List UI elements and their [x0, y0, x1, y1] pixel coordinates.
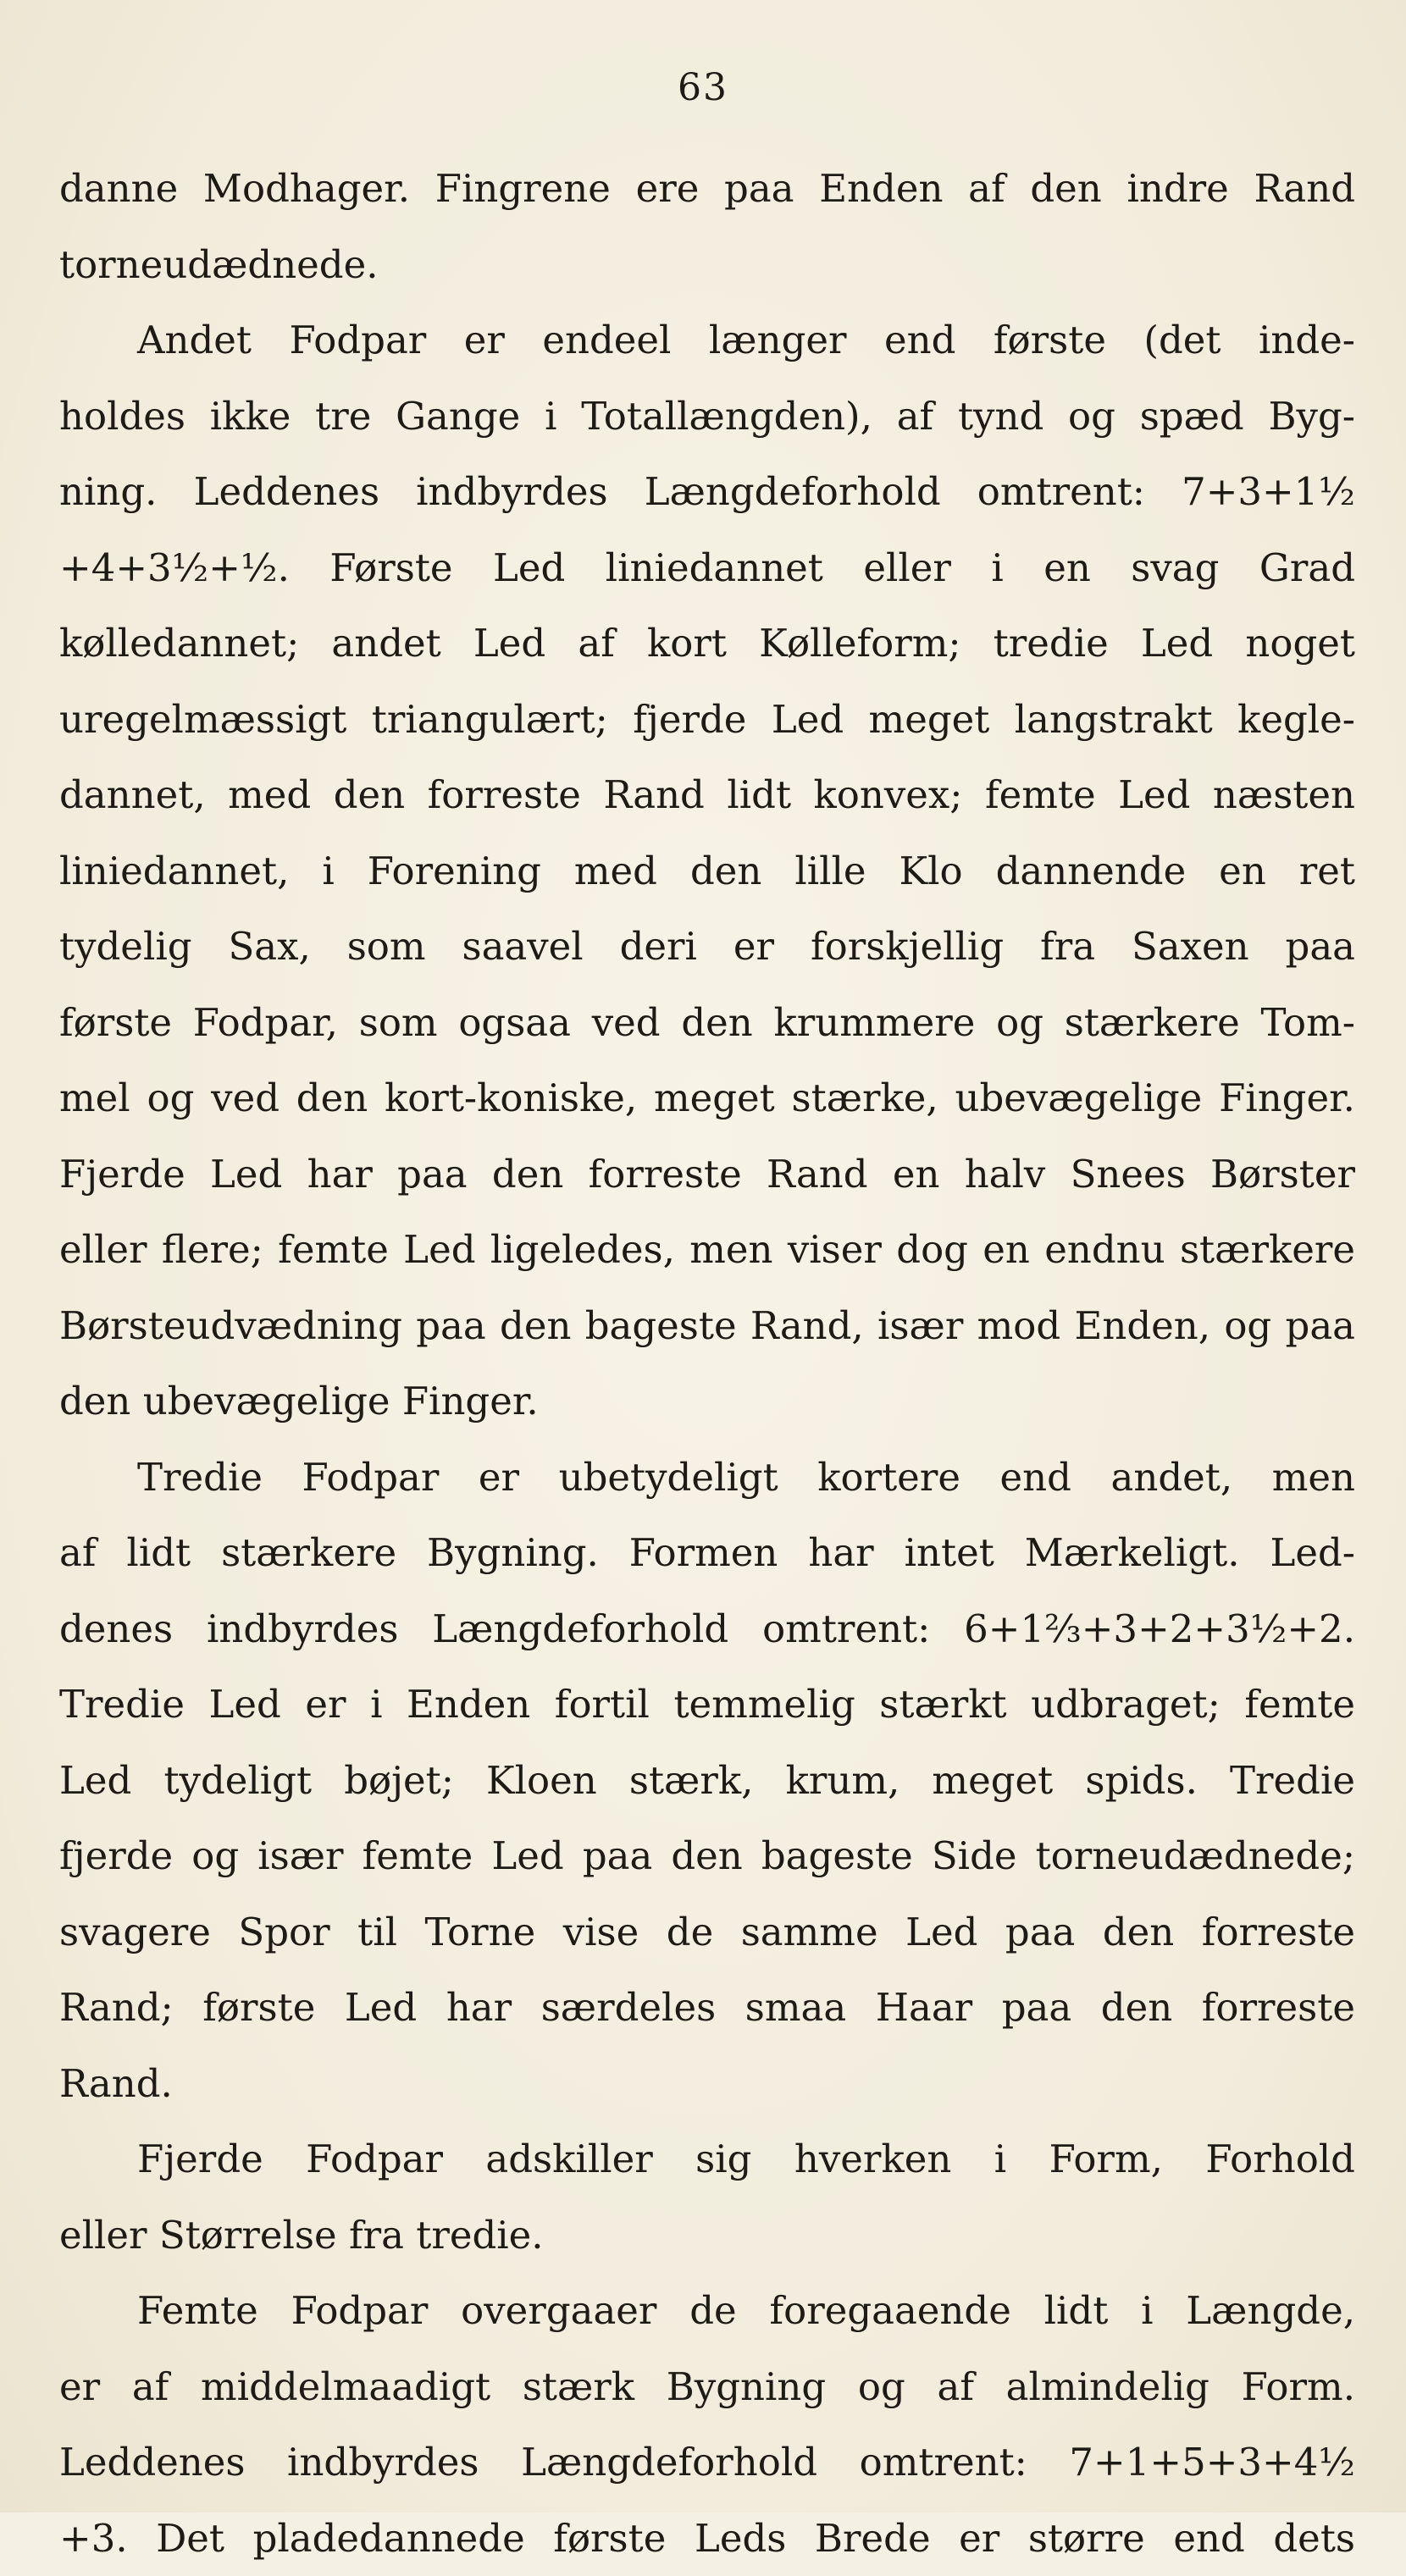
- text-line: dannet, med den forreste Rand lidt konvex; femte Led næsten: [59, 757, 1355, 833]
- text-line: Rand.: [59, 2046, 1355, 2122]
- text-line: den ubevægelige Finger.: [59, 1363, 1355, 1440]
- text-line: Leddenes indbyrdes Længdeforhold omtrent: 7+1+5+3+4½: [59, 2424, 1355, 2501]
- page-number: 63: [0, 66, 1406, 109]
- text-line: Andet Fodpar er endeel længer end første (det inde-: [59, 302, 1355, 379]
- text-line: denes indbyrdes Længdeforhold omtrent: 6+1⅔+3+2+3½+2.: [59, 1591, 1355, 1667]
- text-line: kølledannet; andet Led af kort Kølleform; tredie Led noget: [59, 605, 1355, 682]
- text-line: fjerde og især femte Led paa den bageste Side torneudædnede;: [59, 1818, 1355, 1894]
- text-line: Tredie Fodpar er ubetydeligt kortere end andet, men: [59, 1440, 1355, 1516]
- text-line: +4+3½+½. Første Led liniedannet eller i en svag Grad: [59, 530, 1355, 606]
- text-line: Tredie Led er i Enden fortil temmelig stærkt udbraget; femte: [59, 1667, 1355, 1743]
- text-line: første Fodpar, som ogsaa ved den krummere og stærkere Tom-: [59, 985, 1355, 1061]
- text-line: Børsteudvædning paa den bageste Rand, især mod Enden, og paa: [59, 1288, 1355, 1364]
- text-line: uregelmæssigt triangulært; fjerde Led meget langstrakt kegle-: [59, 682, 1355, 758]
- text-line: tydelig Sax, som saavel deri er forskjellig fra Saxen paa: [59, 909, 1355, 985]
- text-line: +3. Det pladedannede første Leds Brede er større end dets: [59, 2501, 1355, 2576]
- text-line: Rand; første Led har særdeles smaa Haar paa den forreste: [59, 1970, 1355, 2046]
- text-line: er af middelmaadigt stærk Bygning og af almindelig Form.: [59, 2349, 1355, 2425]
- text-line: liniedannet, i Forening med den lille Klo dannende en ret: [59, 833, 1355, 909]
- text-line: eller flere; femte Led ligeledes, men viser dog en endnu stærkere: [59, 1212, 1355, 1288]
- text-line: danne Modhager. Fingrene ere paa Enden af den indre Rand: [59, 151, 1355, 227]
- body-text: [59, 151, 1355, 2576]
- text-line: af lidt stærkere Bygning. Formen har intet Mærkeligt. Led-: [59, 1515, 1355, 1591]
- text-line: Femte Fodpar overgaaer de foregaaende lidt i Længde,: [59, 2273, 1355, 2349]
- text-line: svagere Spor til Torne vise de samme Led paa den forreste: [59, 1894, 1355, 1971]
- text-line: holdes ikke tre Gange i Totallængden), af tynd og spæd Byg-: [59, 379, 1355, 455]
- text-line: Fjerde Fodpar adskiller sig hverken i Form, Forhold: [59, 2121, 1355, 2197]
- text-line: torneudædnede.: [59, 227, 1355, 303]
- text-line: eller Størrelse fra tredie.: [59, 2197, 1355, 2274]
- text-line: mel og ved den kort-koniske, meget stærke, ubevægelige Finger.: [59, 1060, 1355, 1136]
- text-line: Fjerde Led har paa den forreste Rand en halv Snees Børster: [59, 1136, 1355, 1213]
- text-line: ning. Leddenes indbyrdes Længdeforhold omtrent: 7+3+1½: [59, 454, 1355, 530]
- text-line: Led tydeligt bøjet; Kloen stærk, krum, meget spids. Tredie: [59, 1743, 1355, 1819]
